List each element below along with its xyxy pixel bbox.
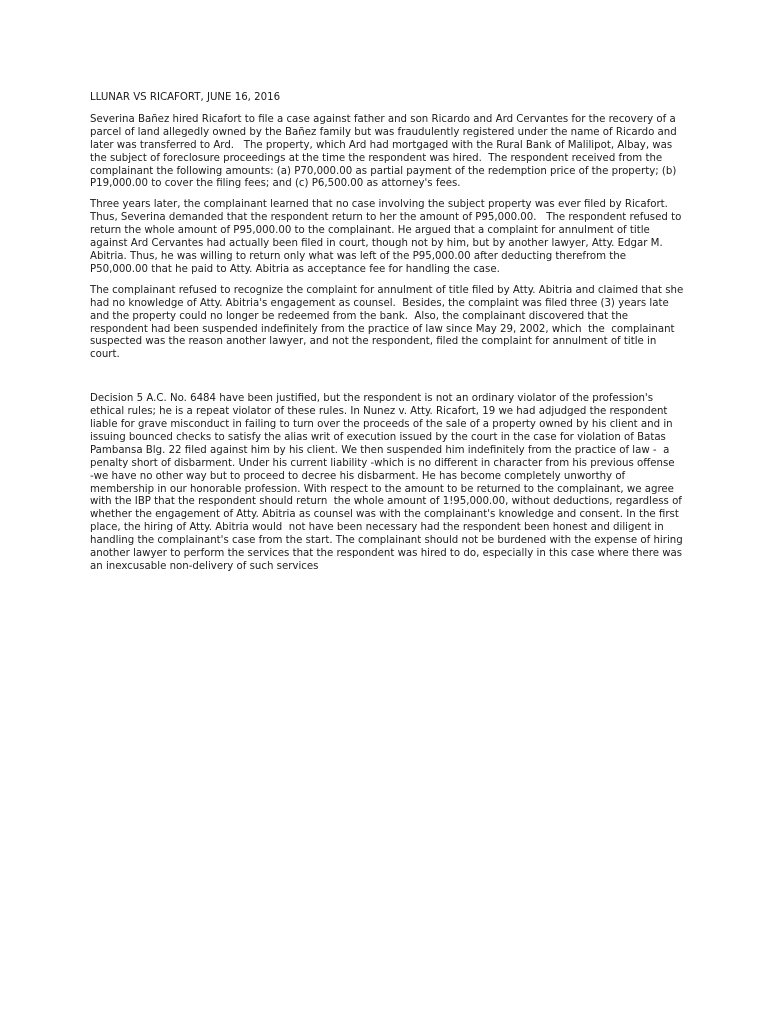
text-line: ethical rules; he is a repeat violator of these rules. In Nunez v. Atty. Ricafort, 19 we had adjudged the respondent bbox=[90, 406, 668, 418]
paragraph-3 bbox=[90, 284, 684, 362]
text-line: complainant the following amounts: (a) P70,000.00 as partial payment of the redemption price of the property; (b) bbox=[90, 165, 677, 177]
text-line: handling the complainant's case from the start. The complainant should not be burdened with the expense of hiring bbox=[90, 535, 683, 547]
paragraph-2 bbox=[90, 199, 680, 276]
document-title: LLUNAR VS RICAFORT, JUNE 16, 2016 bbox=[90, 92, 281, 103]
text-line: The complainant refused to recognize the complaint for annulment of title filed by Atty. Abitria and claimed that she bbox=[90, 284, 684, 296]
text-line: an inexcusable non-delivery of such services bbox=[90, 561, 319, 572]
text-line: liable for grave misconduct in failing to turn over the proceeds of the sale of a property owned by his client and in bbox=[90, 419, 673, 431]
text-line: parcel of land allegedly owned by the Bañez family but was fraudulently registered under the name of Ricardo and bbox=[90, 126, 677, 138]
text-line: Severina Bañez hired Ricafort to file a case against father and son Ricardo and Ard Cervantes for the recovery of a bbox=[90, 113, 676, 125]
text-line: penalty short of disbarment. Under his current liability -which is no different in character from his previous offense bbox=[90, 457, 675, 469]
text-line: Decision 5 A.C. No. 6484 have been justified, but the respondent is not an ordinary violator of the profession's bbox=[90, 393, 654, 405]
paragraph-1 bbox=[90, 114, 680, 191]
text-line: issuing bounced checks to satisfy the alias writ of execution issued by the court in the case for violation of Batas bbox=[90, 431, 666, 443]
text-line: P19,000.00 to cover the filing fees; and (c) P6,500.00 as attorney's fees. bbox=[90, 178, 461, 190]
text-line: -we have no other way but to proceed to decree his disbarment. He has become completely unworthy of bbox=[90, 470, 626, 482]
text-line: respondent had been suspended indefinitely from the practice of law since May 29, 2002, which the complainant bbox=[90, 323, 675, 335]
text-line: Abitria. Thus, he was willing to return only what was left of the P95,000.00 after deducting therefrom the bbox=[90, 250, 627, 262]
text-line: later was transferred to Ard. The property, which Ard had mortgaged with the Rural Bank of Malilipot, Albay, was bbox=[90, 139, 673, 151]
text-line: P50,000.00 that he paid to Atty. Abitria as acceptance fee for handling the case. bbox=[90, 263, 500, 275]
document-page bbox=[90, 92, 684, 582]
text-line: whether the engagement of Atty. Abitria as counsel was with the complainant's knowledge and consent. In the first bbox=[90, 509, 679, 521]
text-line: Pambansa Blg. 22 filed against him by his client. We then suspended him indefinitely from the practice of law - a bbox=[90, 444, 670, 456]
paragraph-4 bbox=[90, 393, 683, 574]
text-line: another lawyer to perform the services that the respondent was hired to do, especially in this case where there was bbox=[90, 548, 683, 560]
text-line: with the IBP that the respondent should return the whole amount of 1!95,000.00, without deductions, regardless of bbox=[90, 496, 682, 508]
text-line: the subject of foreclosure proceedings at the time the respondent was hired. The respondent received from the bbox=[90, 152, 663, 164]
text-line: membership in our honorable profession. With respect to the amount to be returned to the complainant, we agree bbox=[90, 483, 674, 495]
text-line: return the whole amount of P95,000.00 to the complainant. He argued that a complaint for annulment of title bbox=[90, 225, 650, 237]
text-line: suspected was the reason another lawyer, and not the respondent, filed the complaint for annulment of title in bbox=[90, 336, 657, 348]
text-line: Three years later, the complainant learned that no case involving the subject property was ever filed by Ricafort. bbox=[90, 199, 668, 211]
text-line: had no knowledge of Atty. Abitria's engagement as counsel. Besides, the complaint was filed three (3) years late bbox=[90, 297, 669, 309]
text-line: against Ard Cervantes had actually been filed in court, though not by him, but by another lawyer, Atty. Edgar M. bbox=[90, 238, 663, 250]
text-line: place, the hiring of Atty. Abitria would not have been necessary had the respondent been honest and diligent in bbox=[90, 522, 664, 534]
text-line: court. bbox=[90, 349, 120, 361]
text-line: Thus, Severina demanded that the respondent return to her the amount of P95,000.00. The respondent refused to bbox=[90, 212, 682, 224]
section-gap bbox=[90, 370, 680, 393]
text-line: and the property could no longer be redeemed from the bank. Also, the complainant discovered that the bbox=[90, 310, 629, 322]
